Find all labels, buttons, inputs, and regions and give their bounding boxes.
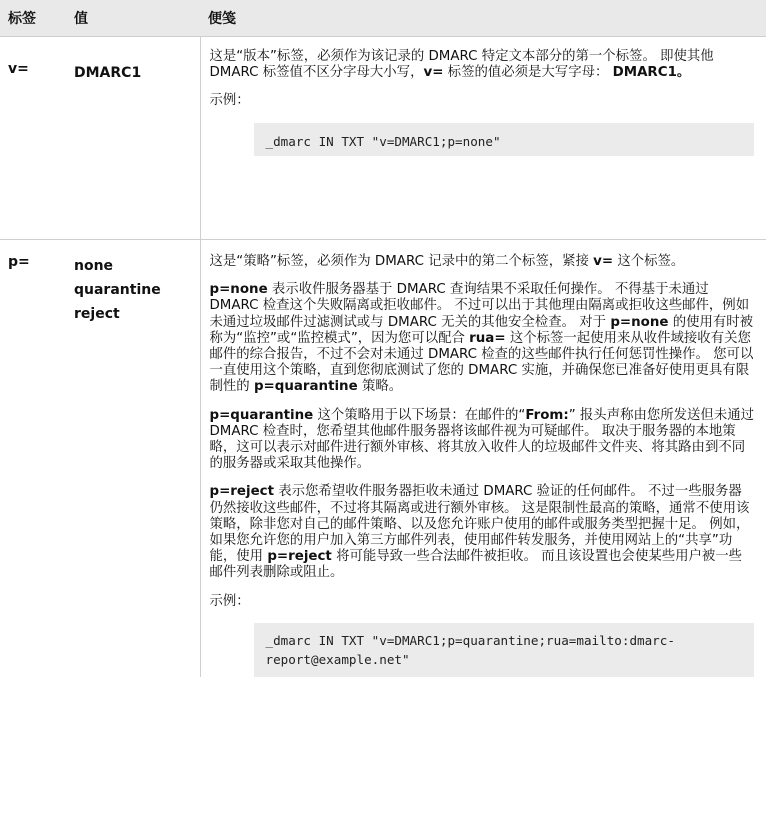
table-row-policy bbox=[0, 240, 766, 677]
header-note: 便笺 bbox=[200, 0, 766, 37]
value-reject: reject bbox=[74, 306, 120, 322]
policy-reject-paragraph: p=reject 表示您希望收件服务器拒收未通过 DMARC 验证的任何邮件。 不过一些服务器仍然接收这些邮件，不过将其隔离或进行额外审核。 这是限制性最高的策略，通常不使用该策略，除非您对自己的邮件策略、以及您允许账户使用的邮件或服务类型把握十足。 例如，如果您允许您的用户加入第三方邮件列表，使用邮件转发服务，并使用网站上的“共享”功能，使用 p=reject 将可能导致一些合法邮件被拒收。 而且该设置也会使某些用户被一些邮件列表删除或阻止。 bbox=[209, 484, 750, 581]
policy-description: 这是“策略”标签，必须作为 DMARC 记录中的第二个标签，紧接 v= 这个标签。 bbox=[209, 254, 685, 269]
header-value: 值 bbox=[66, 0, 200, 37]
policy-none-paragraph: p=none 表示收件服务器基于 DMARC 查询结果不采取任何操作。 不得基于未通过 DMARC 检查这个失败隔离或拒收邮件。 不过可以出于其他理由隔离或拒收这些邮件，例如未通过垃圾邮件过滤测试或与 DMARC 无关的其他安全检查。 对于 p=none 的使用有时被称为“监控”或“监控模式”，因为您可以配合 rua= 这个标签一起使用来从收件域接收有关您邮件的综合报告，不过不会对未通过 DMARC 检查的这些邮件执行任何惩罚性操作。 您可以一直使用这个策略，直到您彻底测试了您的 DMARC 实施，并确保您已准备好使用更具有限制性的 p=quarantine 策略。 bbox=[209, 282, 754, 395]
value-cell: DMARC1 bbox=[66, 37, 200, 240]
tag-cell: p= bbox=[8, 254, 30, 270]
example-code-block: _dmarc IN TXT "v=DMARC1;p=quarantine;rua=mailto:dmarc-report@example.net" bbox=[254, 623, 755, 677]
example-label: 示例： bbox=[209, 593, 250, 609]
example-label: 示例： bbox=[209, 93, 250, 109]
note-cell bbox=[200, 37, 766, 240]
value-quarantine: quarantine bbox=[74, 282, 161, 298]
table-header-row bbox=[0, 0, 766, 37]
value-none: none bbox=[74, 258, 114, 274]
table-row-version bbox=[0, 37, 766, 240]
example-code-block: _dmarc IN TXT "v=DMARC1;p=none" bbox=[254, 123, 755, 156]
version-description: 这是“版本”标签，必须作为该记录的 DMARC 特定文本部分的第一个标签。 即使其他 DMARC 标签值不区分字母大小写，v= 标签的值必须是大写字母： DMARC1。 bbox=[209, 49, 714, 81]
header-tag: 标签 bbox=[0, 0, 66, 37]
value-cell bbox=[66, 240, 200, 677]
policy-quarantine-paragraph: p=quarantine 这个策略用于以下场景：在邮件的“From:” 报头声称由您所发送但未通过 DMARC 检查时，您希望其他邮件服务器将该邮件视为可疑邮件。 取决于服务器的本地策略，这可以表示对邮件进行额外审核、将其放入收件人的垃圾邮件文件夹、将其路由到不同的服务器或采取其他操作。 bbox=[209, 407, 754, 472]
tag-cell: v= bbox=[0, 37, 66, 240]
note-cell bbox=[200, 240, 766, 677]
